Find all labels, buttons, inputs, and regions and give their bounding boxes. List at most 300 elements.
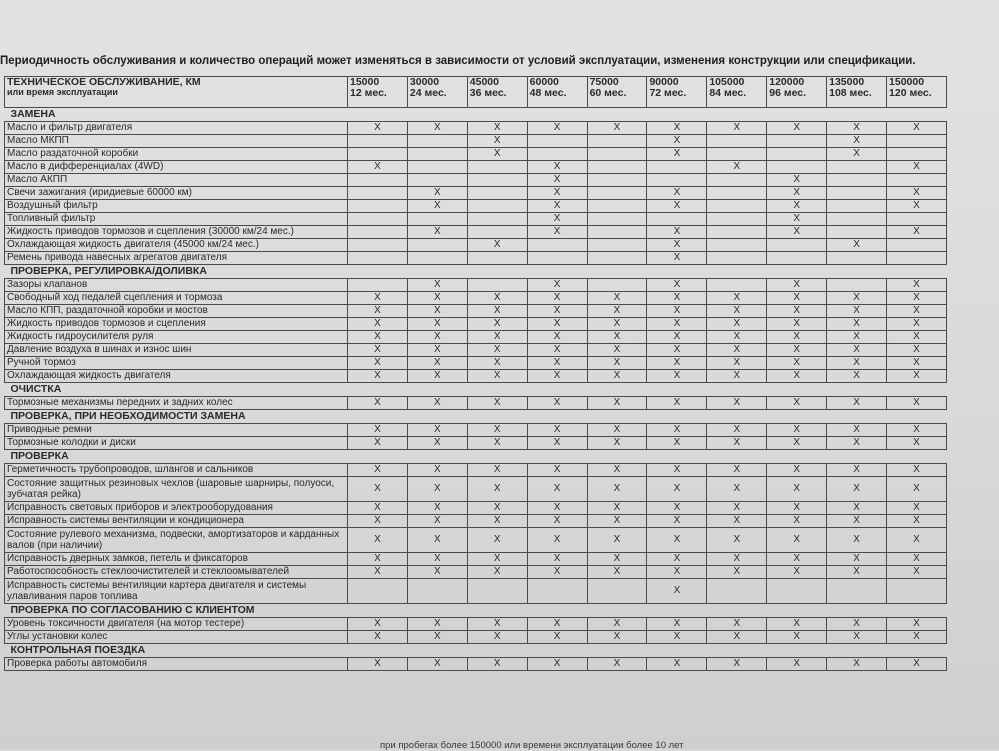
interval-mark xyxy=(707,135,767,148)
interval-mark: X xyxy=(707,331,767,344)
interval-mark: X xyxy=(767,658,827,671)
interval-mark: X xyxy=(707,370,767,383)
operation-name: Жидкость гидроусилителя руля xyxy=(5,331,348,344)
interval-mark xyxy=(767,252,827,265)
interval-mark: X xyxy=(647,252,707,265)
interval-mark: X xyxy=(527,566,587,579)
interval-mark: X xyxy=(527,318,587,331)
interval-mark: X xyxy=(887,305,947,318)
interval-mark: X xyxy=(767,618,827,631)
interval-mark: X xyxy=(527,200,587,213)
operation-name: Состояние рулевого механизма, подвески, амортизаторов и карданных валов (при наличии) xyxy=(5,528,348,553)
interval-mark xyxy=(587,579,647,604)
operation-name: Охлаждающая жидкость двигателя (45000 км/24 мес.) xyxy=(5,239,348,252)
interval-mark: X xyxy=(707,318,767,331)
operation-name: Масло в дифференциалах (4WD) xyxy=(5,161,348,174)
interval-mark: X xyxy=(348,631,408,644)
operation-name: Масло АКПП xyxy=(5,174,348,187)
interval-mark xyxy=(527,148,587,161)
interval-mark: X xyxy=(467,566,527,579)
interval-mark: X xyxy=(348,515,408,528)
interval-mark: X xyxy=(527,618,587,631)
schedule-body xyxy=(5,108,947,671)
interval-mark: X xyxy=(587,477,647,502)
table-row xyxy=(5,566,947,579)
interval-mark: X xyxy=(348,618,408,631)
interval-mark: X xyxy=(467,239,527,252)
operation-name: Масло раздаточной коробки xyxy=(5,148,348,161)
operation-name: Исправность системы вентиляции картера двигателя и системы улавливания паров топлива xyxy=(5,579,348,604)
interval-mark: X xyxy=(827,658,887,671)
interval-mark: X xyxy=(887,344,947,357)
interval-mark: X xyxy=(707,566,767,579)
header-title-cell xyxy=(5,77,348,108)
interval-mark: X xyxy=(587,631,647,644)
table-row xyxy=(5,579,947,604)
interval-mark: X xyxy=(647,226,707,239)
interval-mark: X xyxy=(767,553,827,566)
operation-name: Топливный фильтр xyxy=(5,213,348,226)
interval-mark xyxy=(647,213,707,226)
table-row xyxy=(5,424,947,437)
interval-mark xyxy=(827,579,887,604)
interval-mark: X xyxy=(647,658,707,671)
interval-mark: X xyxy=(647,331,707,344)
section-title: ПРОВЕРКА, РЕГУЛИРОВКА/ДОЛИВКА xyxy=(5,265,947,279)
interval-mark: X xyxy=(407,424,467,437)
interval-mark xyxy=(827,161,887,174)
interval-mark: X xyxy=(467,148,527,161)
interval-mark: X xyxy=(887,437,947,450)
interval-mark: X xyxy=(827,437,887,450)
interval-mark xyxy=(827,226,887,239)
interval-mark: X xyxy=(707,344,767,357)
interval-mark: X xyxy=(467,658,527,671)
interval-mark: X xyxy=(767,370,827,383)
interval-mark: X xyxy=(767,477,827,502)
section-header-row xyxy=(5,383,947,397)
table-row xyxy=(5,477,947,502)
interval-mark: X xyxy=(407,502,467,515)
operation-name: Жидкость приводов тормозов и сцепления (30000 км/24 мес.) xyxy=(5,226,348,239)
interval-mark: X xyxy=(527,226,587,239)
interval-mark xyxy=(467,279,527,292)
table-row xyxy=(5,239,947,252)
interval-mark: X xyxy=(467,477,527,502)
interval-mark: X xyxy=(348,161,408,174)
interval-mark: X xyxy=(407,618,467,631)
interval-mark xyxy=(887,213,947,226)
operation-name: Исправность дверных замков, петель и фиксаторов xyxy=(5,553,348,566)
table-row xyxy=(5,161,947,174)
interval-mark: X xyxy=(767,213,827,226)
interval-mark: X xyxy=(587,357,647,370)
interval-mark: X xyxy=(587,424,647,437)
interval-mark: X xyxy=(707,397,767,410)
interval-mark: X xyxy=(827,122,887,135)
operation-name: Углы установки колес xyxy=(5,631,348,644)
interval-mark xyxy=(467,161,527,174)
interval-mark xyxy=(707,213,767,226)
footnote: при пробегах более 150000 или времени эксплуатации более 10 лет xyxy=(380,740,684,751)
interval-mark xyxy=(348,579,408,604)
operation-name: Тормозные колодки и диски xyxy=(5,437,348,450)
table-row xyxy=(5,279,947,292)
interval-mark xyxy=(707,252,767,265)
interval-mark: X xyxy=(407,397,467,410)
interval-mark: X xyxy=(707,631,767,644)
interval-mark xyxy=(587,279,647,292)
operation-name: Проверка работы автомобиля xyxy=(5,658,348,671)
interval-mark: X xyxy=(348,553,408,566)
interval-mark xyxy=(767,579,827,604)
interval-mark xyxy=(467,174,527,187)
section-header-row xyxy=(5,108,947,122)
interval-mark: X xyxy=(467,292,527,305)
interval-mark: X xyxy=(587,318,647,331)
interval-mark: X xyxy=(887,187,947,200)
interval-mark: X xyxy=(647,239,707,252)
interval-header: 60000 48 мес. xyxy=(527,77,587,108)
interval-mark xyxy=(587,200,647,213)
interval-mark: X xyxy=(827,318,887,331)
operation-name: Уровень токсичности двигателя (на мотор тестере) xyxy=(5,618,348,631)
interval-header: 75000 60 мес. xyxy=(587,77,647,108)
operation-name: Ручной тормоз xyxy=(5,357,348,370)
interval-header: 90000 72 мес. xyxy=(647,77,707,108)
interval-mark: X xyxy=(467,553,527,566)
interval-mark: X xyxy=(467,618,527,631)
table-row xyxy=(5,292,947,305)
interval-mark: X xyxy=(827,397,887,410)
interval-mark: X xyxy=(827,357,887,370)
interval-mark: X xyxy=(647,424,707,437)
interval-mark: X xyxy=(407,464,467,477)
interval-mark: X xyxy=(887,292,947,305)
interval-mark: X xyxy=(827,424,887,437)
interval-header: 135000 108 мес. xyxy=(827,77,887,108)
interval-mark: X xyxy=(647,437,707,450)
interval-mark: X xyxy=(647,148,707,161)
interval-mark xyxy=(407,579,467,604)
interval-mark: X xyxy=(887,502,947,515)
interval-mark: X xyxy=(707,292,767,305)
interval-mark: X xyxy=(647,357,707,370)
interval-mark: X xyxy=(587,331,647,344)
table-row xyxy=(5,200,947,213)
section-header-row xyxy=(5,604,947,618)
operation-name: Исправность системы вентиляции и кондиционера xyxy=(5,515,348,528)
interval-mark: X xyxy=(348,424,408,437)
table-row xyxy=(5,135,947,148)
interval-mark: X xyxy=(767,344,827,357)
interval-mark: X xyxy=(527,161,587,174)
interval-header: 120000 96 мес. xyxy=(767,77,827,108)
interval-mark: X xyxy=(827,464,887,477)
interval-mark: X xyxy=(707,528,767,553)
interval-mark: X xyxy=(348,464,408,477)
interval-mark xyxy=(467,187,527,200)
operation-name: Масло и фильтр двигателя xyxy=(5,122,348,135)
interval-mark: X xyxy=(467,122,527,135)
interval-mark: X xyxy=(587,566,647,579)
interval-mark: X xyxy=(707,122,767,135)
interval-mark: X xyxy=(348,477,408,502)
interval-mark: X xyxy=(887,122,947,135)
interval-mark: X xyxy=(647,397,707,410)
intro-note: Периодичность обслуживания и количество операций может изменяться в зависимости от условий эксплуатации, изменения конструкции или спецификации. xyxy=(0,55,916,67)
interval-mark: X xyxy=(407,437,467,450)
interval-mark: X xyxy=(527,344,587,357)
interval-mark: X xyxy=(647,135,707,148)
interval-mark: X xyxy=(647,187,707,200)
operation-name: Состояние защитных резиновых чехлов (шаровые шарниры, полуоси, зубчатая рейка) xyxy=(5,477,348,502)
interval-mark: X xyxy=(407,279,467,292)
interval-mark: X xyxy=(527,305,587,318)
interval-mark xyxy=(827,279,887,292)
operation-name: Приводные ремни xyxy=(5,424,348,437)
interval-mark: X xyxy=(827,370,887,383)
interval-mark: X xyxy=(348,305,408,318)
interval-mark: X xyxy=(587,437,647,450)
interval-mark: X xyxy=(407,122,467,135)
interval-mark: X xyxy=(467,331,527,344)
interval-mark: X xyxy=(407,318,467,331)
interval-mark: X xyxy=(827,331,887,344)
interval-mark: X xyxy=(827,515,887,528)
interval-mark xyxy=(647,174,707,187)
interval-mark: X xyxy=(527,515,587,528)
table-row xyxy=(5,305,947,318)
interval-mark xyxy=(887,174,947,187)
interval-mark xyxy=(887,252,947,265)
interval-mark: X xyxy=(407,528,467,553)
interval-mark: X xyxy=(647,515,707,528)
interval-mark: X xyxy=(527,397,587,410)
interval-mark xyxy=(587,239,647,252)
interval-mark: X xyxy=(407,566,467,579)
interval-mark: X xyxy=(527,279,587,292)
interval-mark: X xyxy=(587,464,647,477)
interval-mark: X xyxy=(887,357,947,370)
interval-mark: X xyxy=(348,437,408,450)
interval-mark: X xyxy=(647,122,707,135)
table-row xyxy=(5,318,947,331)
interval-mark: X xyxy=(467,502,527,515)
interval-mark: X xyxy=(707,357,767,370)
interval-mark xyxy=(767,148,827,161)
table-row xyxy=(5,148,947,161)
interval-mark: X xyxy=(587,553,647,566)
interval-mark: X xyxy=(407,477,467,502)
table-row xyxy=(5,226,947,239)
table-row xyxy=(5,174,947,187)
interval-mark xyxy=(348,252,408,265)
interval-mark xyxy=(407,239,467,252)
interval-mark xyxy=(887,579,947,604)
interval-mark: X xyxy=(647,579,707,604)
interval-mark: X xyxy=(587,397,647,410)
interval-mark: X xyxy=(827,344,887,357)
interval-mark xyxy=(348,279,408,292)
interval-mark: X xyxy=(707,424,767,437)
interval-mark: X xyxy=(587,618,647,631)
interval-mark: X xyxy=(527,187,587,200)
interval-mark: X xyxy=(827,477,887,502)
interval-mark: X xyxy=(767,122,827,135)
interval-mark: X xyxy=(767,502,827,515)
interval-mark: X xyxy=(407,631,467,644)
table-row xyxy=(5,370,947,383)
interval-mark: X xyxy=(527,357,587,370)
interval-mark: X xyxy=(827,135,887,148)
interval-mark: X xyxy=(467,135,527,148)
interval-mark xyxy=(348,213,408,226)
interval-mark xyxy=(587,148,647,161)
interval-mark: X xyxy=(887,424,947,437)
interval-mark: X xyxy=(767,174,827,187)
header-title: ТЕХНИЧЕСКОЕ ОБСЛУЖИВАНИЕ, КМ xyxy=(7,76,201,88)
interval-mark xyxy=(827,174,887,187)
interval-mark: X xyxy=(527,553,587,566)
interval-mark xyxy=(587,252,647,265)
interval-mark: X xyxy=(707,305,767,318)
interval-mark: X xyxy=(527,174,587,187)
interval-mark: X xyxy=(887,397,947,410)
interval-mark: X xyxy=(587,370,647,383)
interval-mark: X xyxy=(887,477,947,502)
interval-mark xyxy=(407,174,467,187)
interval-mark: X xyxy=(647,370,707,383)
interval-mark xyxy=(587,213,647,226)
interval-mark: X xyxy=(887,618,947,631)
table-row xyxy=(5,187,947,200)
interval-mark xyxy=(467,252,527,265)
operation-name: Ремень привода навесных агрегатов двигателя xyxy=(5,252,348,265)
section-title: ПРОВЕРКА xyxy=(5,450,947,464)
interval-mark: X xyxy=(767,424,827,437)
operation-name: Герметичность трубопроводов, шлангов и сальников xyxy=(5,464,348,477)
table-row xyxy=(5,553,947,566)
interval-mark: X xyxy=(767,566,827,579)
interval-mark xyxy=(707,579,767,604)
interval-mark: X xyxy=(527,658,587,671)
interval-mark: X xyxy=(767,397,827,410)
operation-name: Свободный ход педалей сцепления и тормоза xyxy=(5,292,348,305)
table-header-row xyxy=(5,77,947,108)
table-row xyxy=(5,213,947,226)
interval-mark: X xyxy=(467,357,527,370)
interval-mark: X xyxy=(887,331,947,344)
interval-mark: X xyxy=(348,292,408,305)
operation-name: Исправность световых приборов и электрооборудования xyxy=(5,502,348,515)
interval-mark xyxy=(348,226,408,239)
interval-mark: X xyxy=(527,502,587,515)
interval-mark: X xyxy=(767,515,827,528)
operation-name: Работоспособность стеклоочистителей и стеклоомывателей xyxy=(5,566,348,579)
interval-mark: X xyxy=(348,658,408,671)
interval-mark: X xyxy=(348,318,408,331)
interval-mark: X xyxy=(887,279,947,292)
interval-mark xyxy=(707,174,767,187)
table-row xyxy=(5,344,947,357)
interval-mark: X xyxy=(707,161,767,174)
interval-mark: X xyxy=(767,437,827,450)
interval-mark: X xyxy=(647,292,707,305)
interval-mark: X xyxy=(407,292,467,305)
table-row xyxy=(5,252,947,265)
interval-mark xyxy=(707,239,767,252)
interval-mark: X xyxy=(467,528,527,553)
operation-name: Давление воздуха в шинах и износ шин xyxy=(5,344,348,357)
interval-mark: X xyxy=(767,200,827,213)
section-header-row xyxy=(5,410,947,424)
interval-mark: X xyxy=(887,318,947,331)
interval-mark: X xyxy=(587,658,647,671)
operation-name: Масло МКПП xyxy=(5,135,348,148)
interval-mark: X xyxy=(887,553,947,566)
interval-mark: X xyxy=(407,357,467,370)
section-title: КОНТРОЛЬНАЯ ПОЕЗДКА xyxy=(5,644,947,658)
interval-mark: X xyxy=(647,318,707,331)
interval-header: 105000 84 мес. xyxy=(707,77,767,108)
interval-mark: X xyxy=(587,528,647,553)
interval-mark: X xyxy=(467,344,527,357)
interval-mark: X xyxy=(587,515,647,528)
interval-mark: X xyxy=(467,464,527,477)
interval-mark: X xyxy=(887,226,947,239)
interval-mark: X xyxy=(767,187,827,200)
interval-header: 30000 24 мес. xyxy=(407,77,467,108)
interval-mark xyxy=(527,135,587,148)
interval-mark: X xyxy=(827,502,887,515)
interval-mark: X xyxy=(827,148,887,161)
interval-mark xyxy=(407,252,467,265)
interval-mark: X xyxy=(767,226,827,239)
interval-header: 45000 36 мес. xyxy=(467,77,527,108)
interval-mark xyxy=(827,200,887,213)
interval-mark: X xyxy=(587,344,647,357)
interval-header: 150000 120 мес. xyxy=(887,77,947,108)
interval-mark: X xyxy=(767,305,827,318)
interval-mark: X xyxy=(467,631,527,644)
table-row xyxy=(5,437,947,450)
interval-mark: X xyxy=(527,213,587,226)
interval-mark: X xyxy=(827,618,887,631)
table-row xyxy=(5,357,947,370)
interval-mark xyxy=(527,252,587,265)
interval-mark: X xyxy=(467,318,527,331)
interval-mark xyxy=(587,135,647,148)
interval-mark: X xyxy=(887,515,947,528)
interval-mark: X xyxy=(348,370,408,383)
interval-mark: X xyxy=(767,464,827,477)
interval-mark xyxy=(407,135,467,148)
interval-mark: X xyxy=(348,502,408,515)
section-title: ОЧИСТКА xyxy=(5,383,947,397)
interval-mark: X xyxy=(827,528,887,553)
interval-mark: X xyxy=(527,424,587,437)
section-title: ЗАМЕНА xyxy=(5,108,947,122)
interval-mark xyxy=(587,161,647,174)
interval-mark: X xyxy=(887,658,947,671)
interval-mark: X xyxy=(407,515,467,528)
operation-name: Жидкость приводов тормозов и сцепления xyxy=(5,318,348,331)
interval-mark: X xyxy=(827,553,887,566)
interval-mark xyxy=(887,239,947,252)
interval-mark xyxy=(527,579,587,604)
interval-mark: X xyxy=(647,618,707,631)
